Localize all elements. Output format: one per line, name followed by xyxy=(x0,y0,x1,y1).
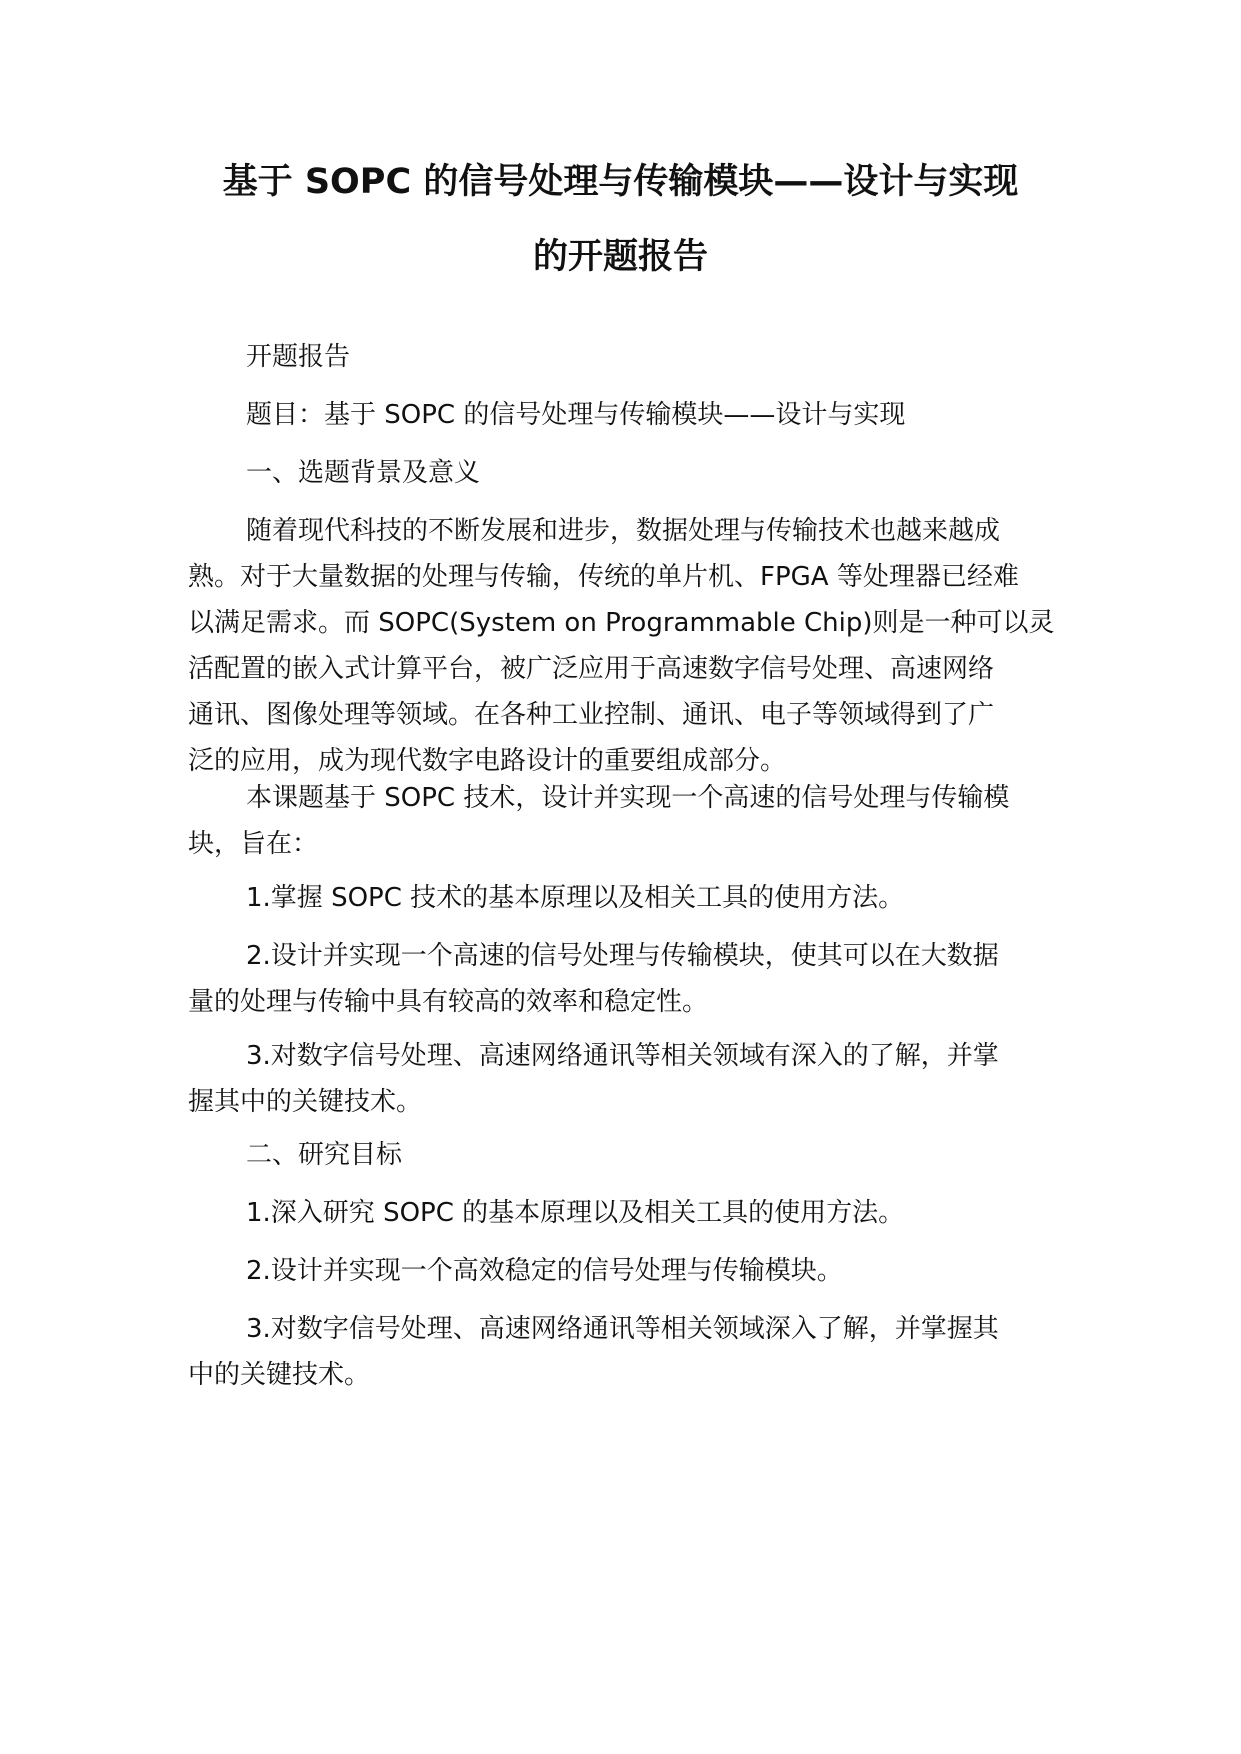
document-title-line-2: 的开题报告 xyxy=(532,237,708,277)
list-item-purpose-2 xyxy=(188,933,1048,1025)
list-item-purpose-1 xyxy=(188,875,1048,921)
section-heading-background xyxy=(188,450,1048,496)
document-title-line-1: 基于 SOPC 的信号处理与传输模块——设计与实现 xyxy=(222,162,1019,202)
text-line: 块，旨在： xyxy=(188,829,319,859)
list-item-goal-3 xyxy=(188,1306,1048,1398)
text-line: 通讯、图像处理等领域。在各种工业控制、通讯、电子等领域得到了广 xyxy=(188,700,995,730)
text-line: 以满足需求。而 SOPC(System on Programmable Chip)则是一种可以灵 xyxy=(188,608,1055,638)
text-line: 二、研究目标 xyxy=(246,1140,403,1170)
paragraph-purpose xyxy=(188,775,1048,867)
text-line: 泛的应用，成为现代数字电路设计的重要组成部分。 xyxy=(188,746,787,776)
text-line: 熟。对于大量数据的处理与传输，传统的单片机、FPGA 等处理器已经难 xyxy=(188,562,1019,592)
text-line: 1.深入研究 SOPC 的基本原理以及相关工具的使用方法。 xyxy=(246,1198,905,1228)
text-line: 量的处理与传输中具有较高的效率和稳定性。 xyxy=(188,987,709,1017)
text-line: 本课题基于 SOPC 技术，设计并实现一个高速的信号处理与传输模 xyxy=(246,783,1010,813)
text-line: 2.设计并实现一个高速的信号处理与传输模块，使其可以在大数据 xyxy=(246,941,999,971)
text-line: 3.对数字信号处理、高速网络通讯等相关领域深入了解，并掌握其 xyxy=(246,1314,999,1344)
text-line: 3.对数字信号处理、高速网络通讯等相关领域有深入的了解，并掌 xyxy=(246,1041,999,1071)
text-line: 活配置的嵌入式计算平台，被广泛应用于高速数字信号处理、高速网络 xyxy=(188,654,995,684)
paragraph-topic xyxy=(188,392,1048,438)
text-line: 握其中的关键技术。 xyxy=(188,1087,423,1117)
section-heading-goals xyxy=(188,1132,1048,1178)
text-line: 开题报告 xyxy=(246,342,351,372)
text-line: 一、选题背景及意义 xyxy=(246,458,481,488)
text-line: 中的关键技术。 xyxy=(188,1360,371,1390)
list-item-goal-2 xyxy=(188,1248,1048,1294)
paragraph-report-label xyxy=(188,334,1048,380)
text-line: 2.设计并实现一个高效稳定的信号处理与传输模块。 xyxy=(246,1256,843,1286)
text-line: 题目：基于 SOPC 的信号处理与传输模块——设计与实现 xyxy=(246,400,906,430)
list-item-goal-1 xyxy=(188,1190,1048,1236)
text-line: 随着现代科技的不断发展和进步，数据处理与传输技术也越来越成 xyxy=(246,516,1001,546)
text-line: 1.掌握 SOPC 技术的基本原理以及相关工具的使用方法。 xyxy=(246,883,905,913)
paragraph-background xyxy=(188,508,1055,784)
list-item-purpose-3 xyxy=(188,1033,1048,1125)
